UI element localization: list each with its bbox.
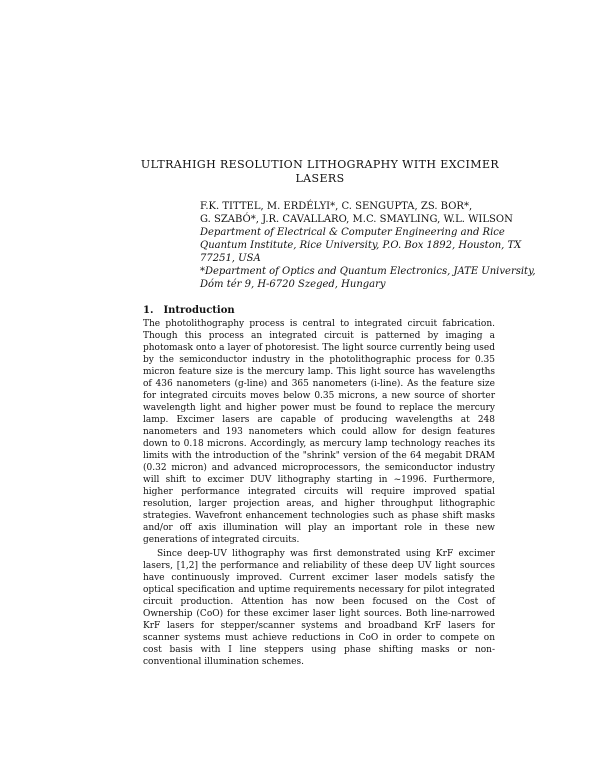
paper-title: [140, 158, 500, 186]
affiliation-2-line-1: *Department of Optics and Quantum Electronics, JATE University,: [200, 266, 536, 277]
author-block: [200, 200, 536, 291]
section-number: 1.: [143, 305, 154, 316]
paragraph-1: The photolithography process is central to integrated circuit fabrication. Though this process an integrated circuit is patterned by imaging a photomask onto a layer of photoresist. The light source currently being used by the semiconductor industry in the photolithographic process for 0.35 micron feature size is the mercury lamp. This light source has wavelengths of 436 nanometers (g-line) and 365 nanometers (i-line). As the feature size for integrated circuits moves below 0.35 microns, a new source of shorter wavelength light and higher power must be found to replace the mercury lamp. Excimer lasers are capable of producing wavelengths at 248 nanometers and 193 nanometers which could allow for design features down to 0.18 microns. Accordingly, as mercury lamp technology reaches its limits with the introduction of the "shrink" version of the 64 megabit DRAM (0.32 micron) and advanced microprocessors, the semiconductor industry will shift to excimer DUV lithography starting in ~1996. Furthermore, higher performance integrated circuits will require improved spatial resolution, larger projection areas, and higher throughput lithographic strategies. Wavefront enhancement technologies such as phase shift masks and/or off axis illumination will play an important role in these new generations of integrated circuits.: [143, 319, 495, 545]
title-line-1: ULTRAHIGH RESOLUTION LITHOGRAPHY WITH EXCIMER: [140, 158, 500, 171]
paragraph-2: Since deep-UV lithography was first demonstrated using KrF excimer lasers, [1,2] the performance and reliability of these deep UV light sources have continuously improved. Current excimer laser models satisfy the optical specification and uptime requirements necessary for pilot integrated circuit production. Attention has now been focused on the Cost of Ownership (CoO) for these excimer laser light sources. Both line-narrowed KrF lasers for stepper/scanner systems and broadband KrF lasers for scanner systems must achieve reductions in CoO in order to compete on cost basis with I line steppers using phase shifting masks or non-conventional illumination schemes.: [143, 549, 495, 667]
authors-line-1: F.K. TITTEL, M. ERDÉLYI*, C. SENGUPTA, ZS. BOR*,: [200, 201, 473, 212]
section-heading: [143, 305, 245, 316]
affiliation-1-line-2: Quantum Institute, Rice University, P.O. Box 1892, Houston, TX: [200, 240, 522, 251]
body-text: [143, 318, 495, 668]
affiliation-1-line-1: Department of Electrical & Computer Engineering and Rice: [200, 227, 505, 238]
affiliation-1-line-3: 77251, USA: [200, 253, 261, 264]
section-title: Introduction: [163, 305, 235, 316]
title-line-2: LASERS: [295, 172, 345, 185]
affiliation-2-line-2: Dóm tér 9, H-6720 Szeged, Hungary: [200, 279, 386, 290]
authors-line-2: G. SZABÓ*, J.R. CAVALLARO, M.C. SMAYLING, W.L. WILSON: [200, 214, 513, 225]
